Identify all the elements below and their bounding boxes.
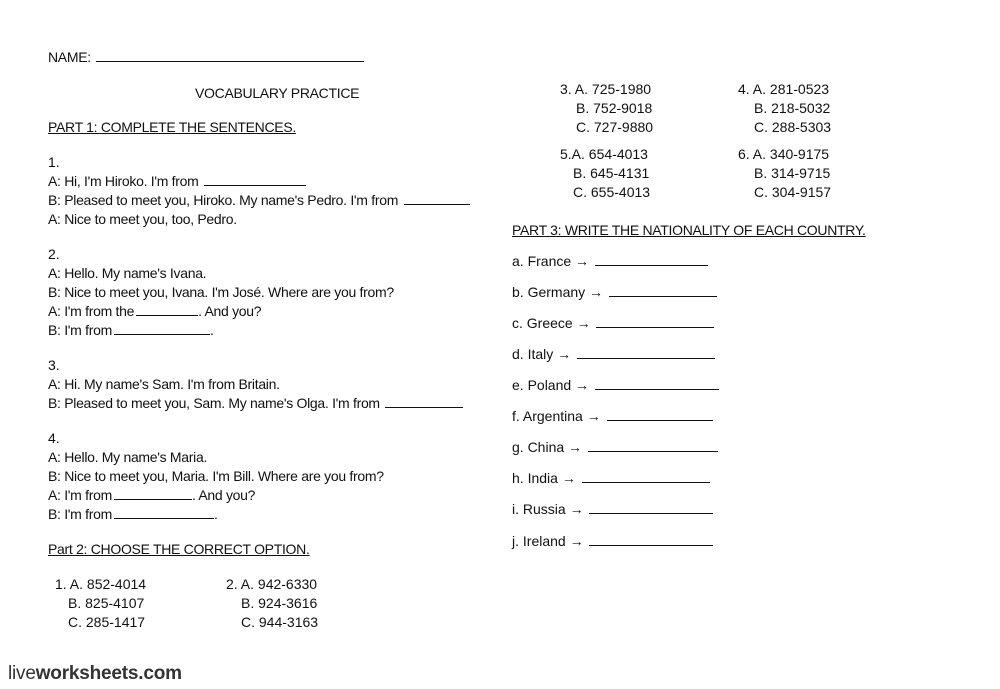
- q3-option-b[interactable]: B. 752-9018: [576, 100, 653, 116]
- name-label: NAME:: [48, 49, 91, 65]
- dialogue4-line4: B: I'm from .: [48, 506, 218, 522]
- nationality-item: b. Germany →: [512, 283, 717, 302]
- answer-blank[interactable]: [114, 486, 192, 500]
- q1-option-c[interactable]: C. 285-1417: [68, 614, 146, 630]
- q2-option-b[interactable]: B. 924-3616: [241, 595, 318, 611]
- name-field[interactable]: [96, 48, 364, 62]
- q3-option-c[interactable]: C. 727-9880: [576, 119, 654, 135]
- dialogue3-number: 3.: [48, 357, 60, 373]
- q4-option-b[interactable]: B. 218-5032: [754, 100, 831, 116]
- dialogue1-line3: A: Nice to meet you, too, Pedro.: [48, 211, 237, 227]
- dialogue4-line3: A: I'm from . And you?: [48, 487, 256, 503]
- part3-heading: PART 3: WRITE THE NATIONALITY OF EACH COUNTRY.: [512, 222, 866, 238]
- dialogue2-number: 2.: [48, 246, 60, 262]
- answer-blank[interactable]: [114, 321, 210, 335]
- answer-blank[interactable]: [385, 394, 463, 408]
- answer-blank[interactable]: [607, 407, 713, 421]
- dialogue1-line1: A: Hi, I'm Hiroko. I'm from: [48, 172, 306, 191]
- answer-blank[interactable]: [595, 376, 719, 390]
- dialogue4-line2: B: Nice to meet you, Maria. I'm Bill. Where are you from?: [48, 468, 384, 484]
- nationality-item: f. Argentina →: [512, 407, 713, 426]
- q4-option-c[interactable]: C. 288-5303: [754, 119, 832, 135]
- q6-option-a[interactable]: 6. A. 340-9175: [738, 146, 830, 162]
- answer-blank[interactable]: [609, 283, 717, 297]
- answer-blank[interactable]: [204, 172, 306, 186]
- part1-heading: PART 1: COMPLETE THE SENTENCES.: [48, 119, 296, 135]
- q1-option-b[interactable]: B. 825-4107: [68, 595, 145, 611]
- dialogue1-line2: B: Pleased to meet you, Hiroko. My name's Pedro. I'm from: [48, 191, 470, 210]
- answer-blank[interactable]: [596, 314, 714, 328]
- answer-blank[interactable]: [577, 345, 715, 359]
- nationality-item: d. Italy →: [512, 345, 715, 364]
- dialogue2-line1: A: Hello. My name's Ivana.: [48, 265, 207, 281]
- liveworksheets-logo[interactable]: liveworksheets.com: [8, 663, 182, 684]
- q3-option-a[interactable]: 3. A. 725-1980: [560, 81, 652, 97]
- q5-option-b[interactable]: B. 645-4131: [573, 165, 650, 181]
- q2-option-a[interactable]: 2. A. 942-6330: [226, 576, 318, 592]
- nationality-item: j. Ireland →: [512, 532, 713, 551]
- dialogue2-line2: B: Nice to meet you, Ivana. I'm José. Where are you from?: [48, 284, 394, 300]
- q6-option-b[interactable]: B. 314-9715: [754, 165, 831, 181]
- answer-blank[interactable]: [582, 469, 710, 483]
- q5-option-c[interactable]: C. 655-4013: [573, 184, 651, 200]
- dialogue4-line1: A: Hello. My name's Maria.: [48, 449, 208, 465]
- answer-blank[interactable]: [588, 438, 718, 452]
- nationality-item: e. Poland →: [512, 376, 719, 395]
- dialogue3-line1: A: Hi. My name's Sam. I'm from Britain.: [48, 376, 280, 392]
- dialogue1-number: 1.: [48, 154, 60, 170]
- dialogue2-line3: A: I'm from the . And you?: [48, 303, 262, 319]
- answer-blank[interactable]: [404, 191, 470, 205]
- q2-option-c[interactable]: C. 944-3163: [241, 614, 319, 630]
- dialogue4-number: 4.: [48, 430, 60, 446]
- answer-blank[interactable]: [589, 500, 713, 514]
- part2-heading: Part 2: CHOOSE THE CORRECT OPTION.: [48, 541, 310, 557]
- q6-option-c[interactable]: C. 304-9157: [754, 184, 832, 200]
- dialogue2-line4: B: I'm from .: [48, 322, 214, 338]
- answer-blank[interactable]: [136, 302, 198, 316]
- nationality-item: c. Greece →: [512, 314, 714, 333]
- q1-option-a[interactable]: 1. A. 852-4014: [55, 576, 147, 592]
- nationality-item: g. China →: [512, 438, 718, 457]
- dialogue3-line2: B: Pleased to meet you, Sam. My name's Olga. I'm from: [48, 394, 463, 413]
- q5-option-a[interactable]: 5.A. 654-4013: [560, 146, 648, 162]
- nationality-item: h. India →: [512, 469, 710, 488]
- answer-blank[interactable]: [589, 532, 713, 546]
- q4-option-a[interactable]: 4. A. 281-0523: [738, 81, 830, 97]
- answer-blank[interactable]: [114, 505, 214, 519]
- page-title: VOCABULARY PRACTICE: [195, 85, 360, 101]
- nationality-item: a. France →: [512, 252, 708, 271]
- name-line: [48, 48, 364, 67]
- nationality-item: i. Russia →: [512, 500, 713, 519]
- answer-blank[interactable]: [595, 252, 708, 266]
